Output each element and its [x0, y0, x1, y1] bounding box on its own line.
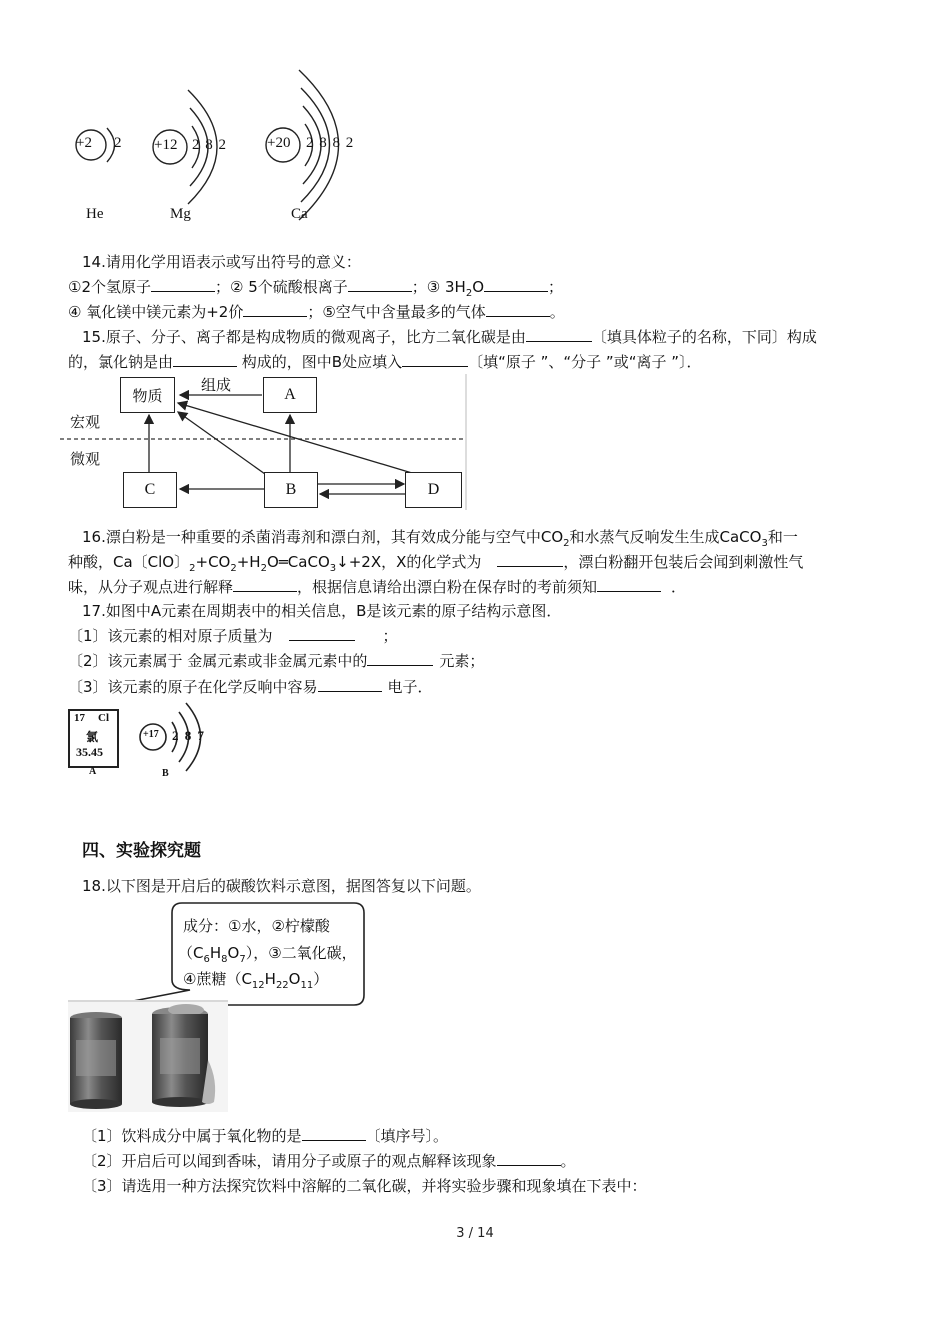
- ca-symbol: Ca: [291, 206, 308, 222]
- q14-item4: ④ 氧化镁中镁元素为+2价: [68, 303, 244, 321]
- q18-text4: 。: [560, 1152, 576, 1170]
- q14-blank3[interactable]: [484, 277, 548, 292]
- q16-sub2: 3: [761, 538, 768, 549]
- q16-text10: 味，从分子观点进行解释: [68, 578, 234, 596]
- q15-blank3[interactable]: [402, 352, 468, 367]
- element-name: 氯: [86, 730, 99, 744]
- q18-sub2: [82, 1151, 576, 1171]
- box-d: D: [405, 472, 462, 508]
- bubble-l3-g: ）: [313, 970, 329, 988]
- section-title: 四、实验探究题: [82, 841, 201, 861]
- bubble-l3-d: 22: [275, 980, 289, 991]
- q15-text3: 的，氯化钠是由: [68, 353, 174, 371]
- q17-blank1[interactable]: [289, 626, 355, 641]
- q16-text11: ，根据信息请给出漂白粉在保存时的考前须知: [297, 578, 598, 596]
- bubble-l3-b: 12: [251, 980, 265, 991]
- he-symbol: He: [86, 206, 104, 222]
- element-card: [68, 709, 119, 768]
- soda-cans-photo: [68, 1000, 228, 1112]
- q16-text6: +H: [236, 553, 261, 571]
- he-nucleus: +2: [76, 135, 92, 151]
- q15-text4: 构成的，图中B处应填入: [237, 353, 403, 371]
- label-zucheng: 组成: [201, 376, 232, 394]
- mg-nucleus: +12: [154, 137, 178, 153]
- page-number: 3 / 14: [456, 1226, 494, 1241]
- q14-item1: ①2个氢原子: [68, 278, 151, 296]
- bubble-l3-a: ④蔗糖（C: [183, 970, 252, 988]
- label-weiguan: 微观: [70, 450, 101, 468]
- q18-blank2[interactable]: [497, 1151, 561, 1166]
- q18-text3: 〔2〕开启后可以闻到香味，请用分子或原子的观点解释该现象: [82, 1152, 497, 1170]
- q16-text2: 和水蒸气反响发生生成CaCO: [569, 528, 762, 546]
- box-a: A: [263, 377, 317, 413]
- q16-sub4: 2: [230, 563, 237, 574]
- q16-blank1[interactable]: [497, 552, 563, 567]
- q16-text7: O═CaCO: [266, 553, 330, 571]
- bubble-l3-e: O: [288, 970, 301, 988]
- mg-shells: 2 8 2: [192, 137, 226, 153]
- q15-text1: 15.原子、分子、离子都是构成物质的微观离子，比方二氧化碳是由: [82, 328, 526, 346]
- q14-end: 。: [549, 303, 565, 321]
- q15-text5: 〔填“原子 ”、“分子 ”或“离子 ”〕．: [468, 353, 702, 371]
- q14-blank2[interactable]: [348, 277, 412, 292]
- bubble-line2: [178, 942, 357, 965]
- q15-text2: 〔填具体粒子的名称，下同〕构成: [591, 328, 817, 346]
- q14-blank4[interactable]: [243, 302, 307, 317]
- q16-text3: 和一: [767, 528, 798, 546]
- q16-text8: ↓+2X，X的化学式为: [336, 553, 482, 571]
- q16-line1: [82, 527, 798, 554]
- q18-blank1[interactable]: [302, 1126, 366, 1141]
- box-c: C: [123, 472, 177, 508]
- q14-blank5[interactable]: [486, 302, 550, 317]
- he-shells: 2: [114, 135, 122, 151]
- element-number: 17: [74, 712, 85, 724]
- q18-text1: 〔1〕饮料成分中属于氧化物的是: [82, 1127, 302, 1145]
- q17-text5: 〔3〕该元素的原子在化学反响中容易: [68, 678, 318, 696]
- element-card-label: A: [89, 766, 97, 777]
- bubble-line3: [183, 968, 328, 991]
- q17-text1: 〔1〕该元素的相对原子质量为: [68, 627, 273, 645]
- q14-blank1[interactable]: [151, 277, 215, 292]
- q16-blank2[interactable]: [233, 577, 297, 592]
- q17-sub3: [68, 677, 433, 697]
- cl-nucleus: +17: [143, 729, 159, 740]
- q15-line2: [68, 352, 702, 372]
- bubble-line1: 成分：①水，②柠檬酸: [183, 917, 330, 935]
- q14-line2: [68, 302, 565, 322]
- bubble-l2-b: 6: [203, 954, 210, 965]
- q16-text4: 种酸，Ca〔ClO〕: [68, 553, 190, 571]
- ca-shells: 2 8 8 2: [306, 135, 354, 151]
- q16-sub5: 2: [260, 563, 267, 574]
- q14-item3-end: O: [472, 278, 484, 296]
- q16-line3: [68, 577, 686, 597]
- q16-text5: +CO: [195, 553, 231, 571]
- element-symbol: Cl: [98, 712, 109, 724]
- q16-sub3: 2: [189, 563, 196, 574]
- q17-sub2: [68, 651, 484, 671]
- mg-symbol: Mg: [170, 206, 191, 222]
- q14-item2: ；② 5个硫酸根离子: [215, 278, 348, 296]
- q17-text4: 元素；: [439, 652, 485, 670]
- q16-sub1: 2: [563, 538, 570, 549]
- q14-item3: ；③ 3H: [411, 278, 466, 296]
- bubble-l3-c: H: [264, 970, 276, 988]
- q15-line1: [82, 327, 817, 347]
- bubble-l2-e: O: [227, 944, 240, 962]
- q16-text1: 16.漂白粉是一种重要的杀菌消毒剂和漂白剂，其有效成分能与空气中CO: [82, 528, 564, 546]
- q18-text2: 〔填序号〕。: [365, 1127, 449, 1145]
- q14-sep: ；: [548, 278, 564, 296]
- cl-atom-label: B: [162, 768, 169, 779]
- bubble-l2-d: 8: [221, 954, 228, 965]
- bubble-l2-g: ），③二氧化碳，: [245, 944, 357, 962]
- q14-item3-sub: 2: [465, 288, 473, 299]
- box-b: B: [264, 472, 318, 508]
- q17-blank3[interactable]: [318, 677, 382, 692]
- q16-blank3[interactable]: [597, 577, 661, 592]
- q17-blank2[interactable]: [367, 651, 433, 666]
- bubble-l3-f: 11: [300, 980, 314, 991]
- q17-text6: 电子．: [387, 678, 433, 696]
- element-mass: 35.45: [76, 745, 103, 759]
- q14-stem: 14.请用化学用语表示或写出符号的意义：: [82, 253, 361, 271]
- q14-line1: [68, 277, 563, 304]
- bubble-l2-f: 7: [239, 954, 246, 965]
- q18-stem: 18.以下图是开启后的碳酸饮料示意图，据图答复以下问题。: [82, 877, 481, 895]
- q14-item5: ；⑤空气中含量最多的气体: [307, 303, 486, 321]
- bubble-l2-a: （C: [178, 944, 204, 962]
- q17-text2: ；: [382, 627, 398, 645]
- ca-nucleus: +20: [267, 135, 291, 151]
- q16-line2: [68, 552, 803, 579]
- q17-stem: 17.如图中A元素在周期表中的相关信息，B是该元素的原子结构示意图．: [82, 602, 562, 620]
- q18-sub1: [82, 1126, 448, 1146]
- q16-text9: ，漂白粉翻开包装后会闻到刺激性气: [563, 553, 804, 571]
- q15-blank2[interactable]: [173, 352, 237, 367]
- q17-sub1: [68, 626, 398, 646]
- q16-sub6: 3: [329, 563, 337, 574]
- bubble-l2-c: H: [209, 944, 222, 962]
- q17-text3: 〔2〕该元素属于 金属元素或非金属元素中的: [68, 652, 368, 670]
- box-wuzhi: 物质: [120, 377, 175, 413]
- q16-text12: ．: [671, 578, 687, 596]
- label-hongguan: 宏观: [70, 413, 101, 431]
- q15-blank1[interactable]: [526, 327, 592, 342]
- cl-shells: 2 8 7: [172, 728, 204, 743]
- q18-sub3: 〔3〕请选用一种方法探究饮料中溶解的二氧化碳，并将实验步骤和现象填在下表中：: [82, 1177, 647, 1195]
